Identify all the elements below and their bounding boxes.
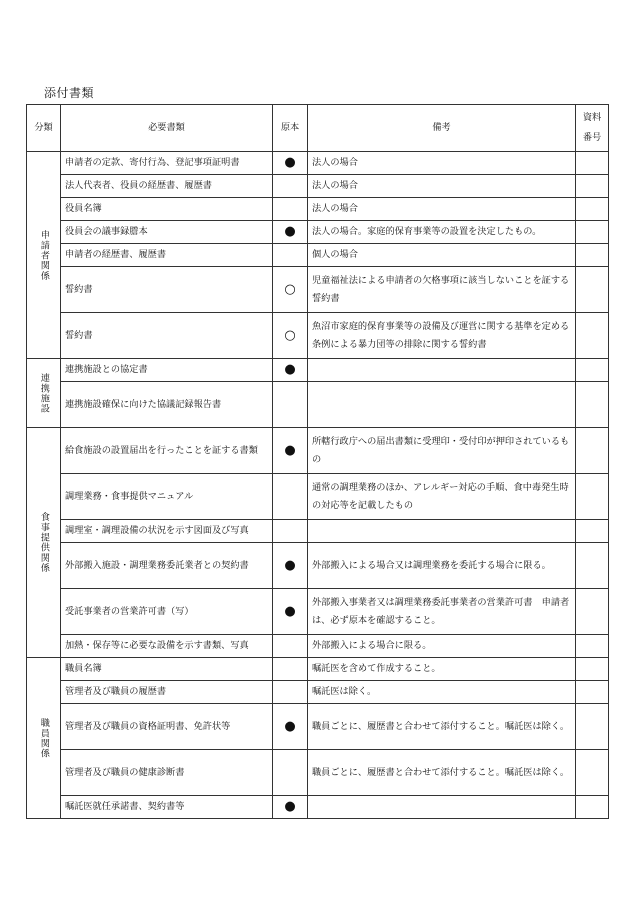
attachments-table [26, 104, 609, 819]
document-name-cell: 給食施設の設置届出を行ったことを証する書類 [61, 428, 273, 474]
table-header-row [27, 105, 609, 152]
document-name-cell: 外部搬入施設・調理業務委託業者との契約書 [61, 543, 273, 589]
document-name-cell: 嘱託医就任承諾書、契約書等 [61, 796, 273, 819]
ref-no-cell [576, 359, 609, 382]
original-mark-cell: ● [273, 796, 308, 819]
table-row [27, 658, 609, 681]
original-mark-cell [273, 198, 308, 221]
remarks-cell [308, 382, 576, 428]
ref-no-cell [576, 681, 609, 704]
ref-no-cell [576, 313, 609, 359]
table-row [27, 359, 609, 382]
original-mark-cell: ● [273, 152, 308, 175]
document-name-cell: 法人代表者、役員の経歴書、履歴書 [61, 175, 273, 198]
original-mark-cell [273, 175, 308, 198]
table-row [27, 520, 609, 543]
remarks-cell: 魚沼市家庭的保育事業等の設備及び運営に関する基準を定める条例による暴力団等の排除に関する誓約書 [308, 313, 576, 359]
original-mark-cell [273, 474, 308, 520]
table-row [27, 198, 609, 221]
original-mark-cell: ● [273, 543, 308, 589]
table-row [27, 152, 609, 175]
ref-no-cell [576, 796, 609, 819]
table-row [27, 313, 609, 359]
original-mark-cell [273, 520, 308, 543]
table-row [27, 175, 609, 198]
ref-no-cell [576, 221, 609, 244]
document-name-cell: 役員会の議事録謄本 [61, 221, 273, 244]
remarks-cell [308, 520, 576, 543]
ref-no-cell [576, 244, 609, 267]
ref-no-cell [576, 198, 609, 221]
remarks-cell: 職員ごとに、履歴書と合わせて添付すること。嘱託医は除く。 [308, 704, 576, 750]
table-row [27, 681, 609, 704]
ref-no-cell [576, 750, 609, 796]
ref-no-cell [576, 589, 609, 635]
document-name-cell: 役員名簿 [61, 198, 273, 221]
document-name-cell: 管理者及び職員の資格証明書、免許状等 [61, 704, 273, 750]
header-ref-no: 資料番号 [576, 105, 609, 152]
remarks-cell [308, 796, 576, 819]
header-category: 分類 [27, 105, 61, 152]
table-row [27, 543, 609, 589]
remarks-cell: 職員ごとに、履歴書と合わせて添付すること。嘱託医は除く。 [308, 750, 576, 796]
remarks-cell: 外部搬入による場合又は調理業務を委託する場合に限る。 [308, 543, 576, 589]
page-title: 添付書類 [44, 86, 95, 100]
ref-no-cell [576, 658, 609, 681]
table-row [27, 244, 609, 267]
document-name-cell: 連携施設確保に向けた協議記録報告書 [61, 382, 273, 428]
category-cell: 食事提供関係 [27, 428, 61, 658]
remarks-cell: 法人の場合 [308, 175, 576, 198]
original-mark-cell: ○ [273, 313, 308, 359]
document-name-cell: 職員名簿 [61, 658, 273, 681]
table-row [27, 474, 609, 520]
original-mark-cell [273, 635, 308, 658]
remarks-cell: 法人の場合 [308, 152, 576, 175]
original-mark-cell: ● [273, 221, 308, 244]
ref-no-cell [576, 175, 609, 198]
remarks-cell: 嘱託医は除く。 [308, 681, 576, 704]
original-mark-cell [273, 750, 308, 796]
remarks-cell: 嘱託医を含めて作成すること。 [308, 658, 576, 681]
table-row [27, 221, 609, 244]
document-name-cell: 受託事業者の営業許可書（写） [61, 589, 273, 635]
header-original: 原本 [273, 105, 308, 152]
remarks-cell: 児童福祉法による申請者の欠格事項に該当しないことを証する誓約書 [308, 267, 576, 313]
table-body [27, 152, 609, 819]
original-mark-cell [273, 382, 308, 428]
original-mark-cell: ● [273, 589, 308, 635]
ref-no-cell [576, 704, 609, 750]
ref-no-cell [576, 382, 609, 428]
remarks-cell: 個人の場合 [308, 244, 576, 267]
remarks-cell: 所轄行政庁への届出書類に受理印・受付印が押印されているもの [308, 428, 576, 474]
category-cell: 職員関係 [27, 658, 61, 819]
original-mark-cell [273, 658, 308, 681]
ref-no-cell [576, 267, 609, 313]
document-name-cell: 連携施設との協定書 [61, 359, 273, 382]
ref-no-cell [576, 152, 609, 175]
category-cell: 申請者関係 [27, 152, 61, 359]
table-row [27, 796, 609, 819]
original-mark-cell: ● [273, 704, 308, 750]
table-row [27, 750, 609, 796]
original-mark-cell: ● [273, 359, 308, 382]
table-row [27, 382, 609, 428]
table-row [27, 704, 609, 750]
original-mark-cell [273, 244, 308, 267]
header-remarks: 備考 [308, 105, 576, 152]
header-documents: 必要書類 [61, 105, 273, 152]
remarks-cell: 法人の場合。家庭的保育事業等の設置を決定したもの。 [308, 221, 576, 244]
remarks-cell: 外部搬入による場合に限る。 [308, 635, 576, 658]
document-name-cell: 誓約書 [61, 267, 273, 313]
document-name-cell: 調理室・調理設備の状況を示す図面及び写真 [61, 520, 273, 543]
category-cell: 連携施設 [27, 359, 61, 428]
remarks-cell [308, 359, 576, 382]
original-mark-cell [273, 681, 308, 704]
table-row [27, 267, 609, 313]
remarks-cell: 法人の場合 [308, 198, 576, 221]
document-name-cell: 調理業務・食事提供マニュアル [61, 474, 273, 520]
document-name-cell: 管理者及び職員の履歴書 [61, 681, 273, 704]
table-row [27, 589, 609, 635]
remarks-cell: 外部搬入事業者又は調理業務委託事業者の営業許可書 申請者は、必ず原本を確認すること。 [308, 589, 576, 635]
document-name-cell: 誓約書 [61, 313, 273, 359]
table-row [27, 635, 609, 658]
remarks-cell: 通常の調理業務のほか、アレルギー対応の手順、食中毒発生時の対応等を記載したもの [308, 474, 576, 520]
table-row [27, 428, 609, 474]
original-mark-cell: ○ [273, 267, 308, 313]
ref-no-cell [576, 474, 609, 520]
ref-no-cell [576, 428, 609, 474]
document-name-cell: 加熱・保存等に必要な設備を示す書類、写真 [61, 635, 273, 658]
document-name-cell: 管理者及び職員の健康診断書 [61, 750, 273, 796]
document-name-cell: 申請者の定款、寄付行為、登記事項証明書 [61, 152, 273, 175]
ref-no-cell [576, 635, 609, 658]
ref-no-cell [576, 520, 609, 543]
ref-no-cell [576, 543, 609, 589]
document-name-cell: 申請者の経歴書、履歴書 [61, 244, 273, 267]
original-mark-cell: ● [273, 428, 308, 474]
